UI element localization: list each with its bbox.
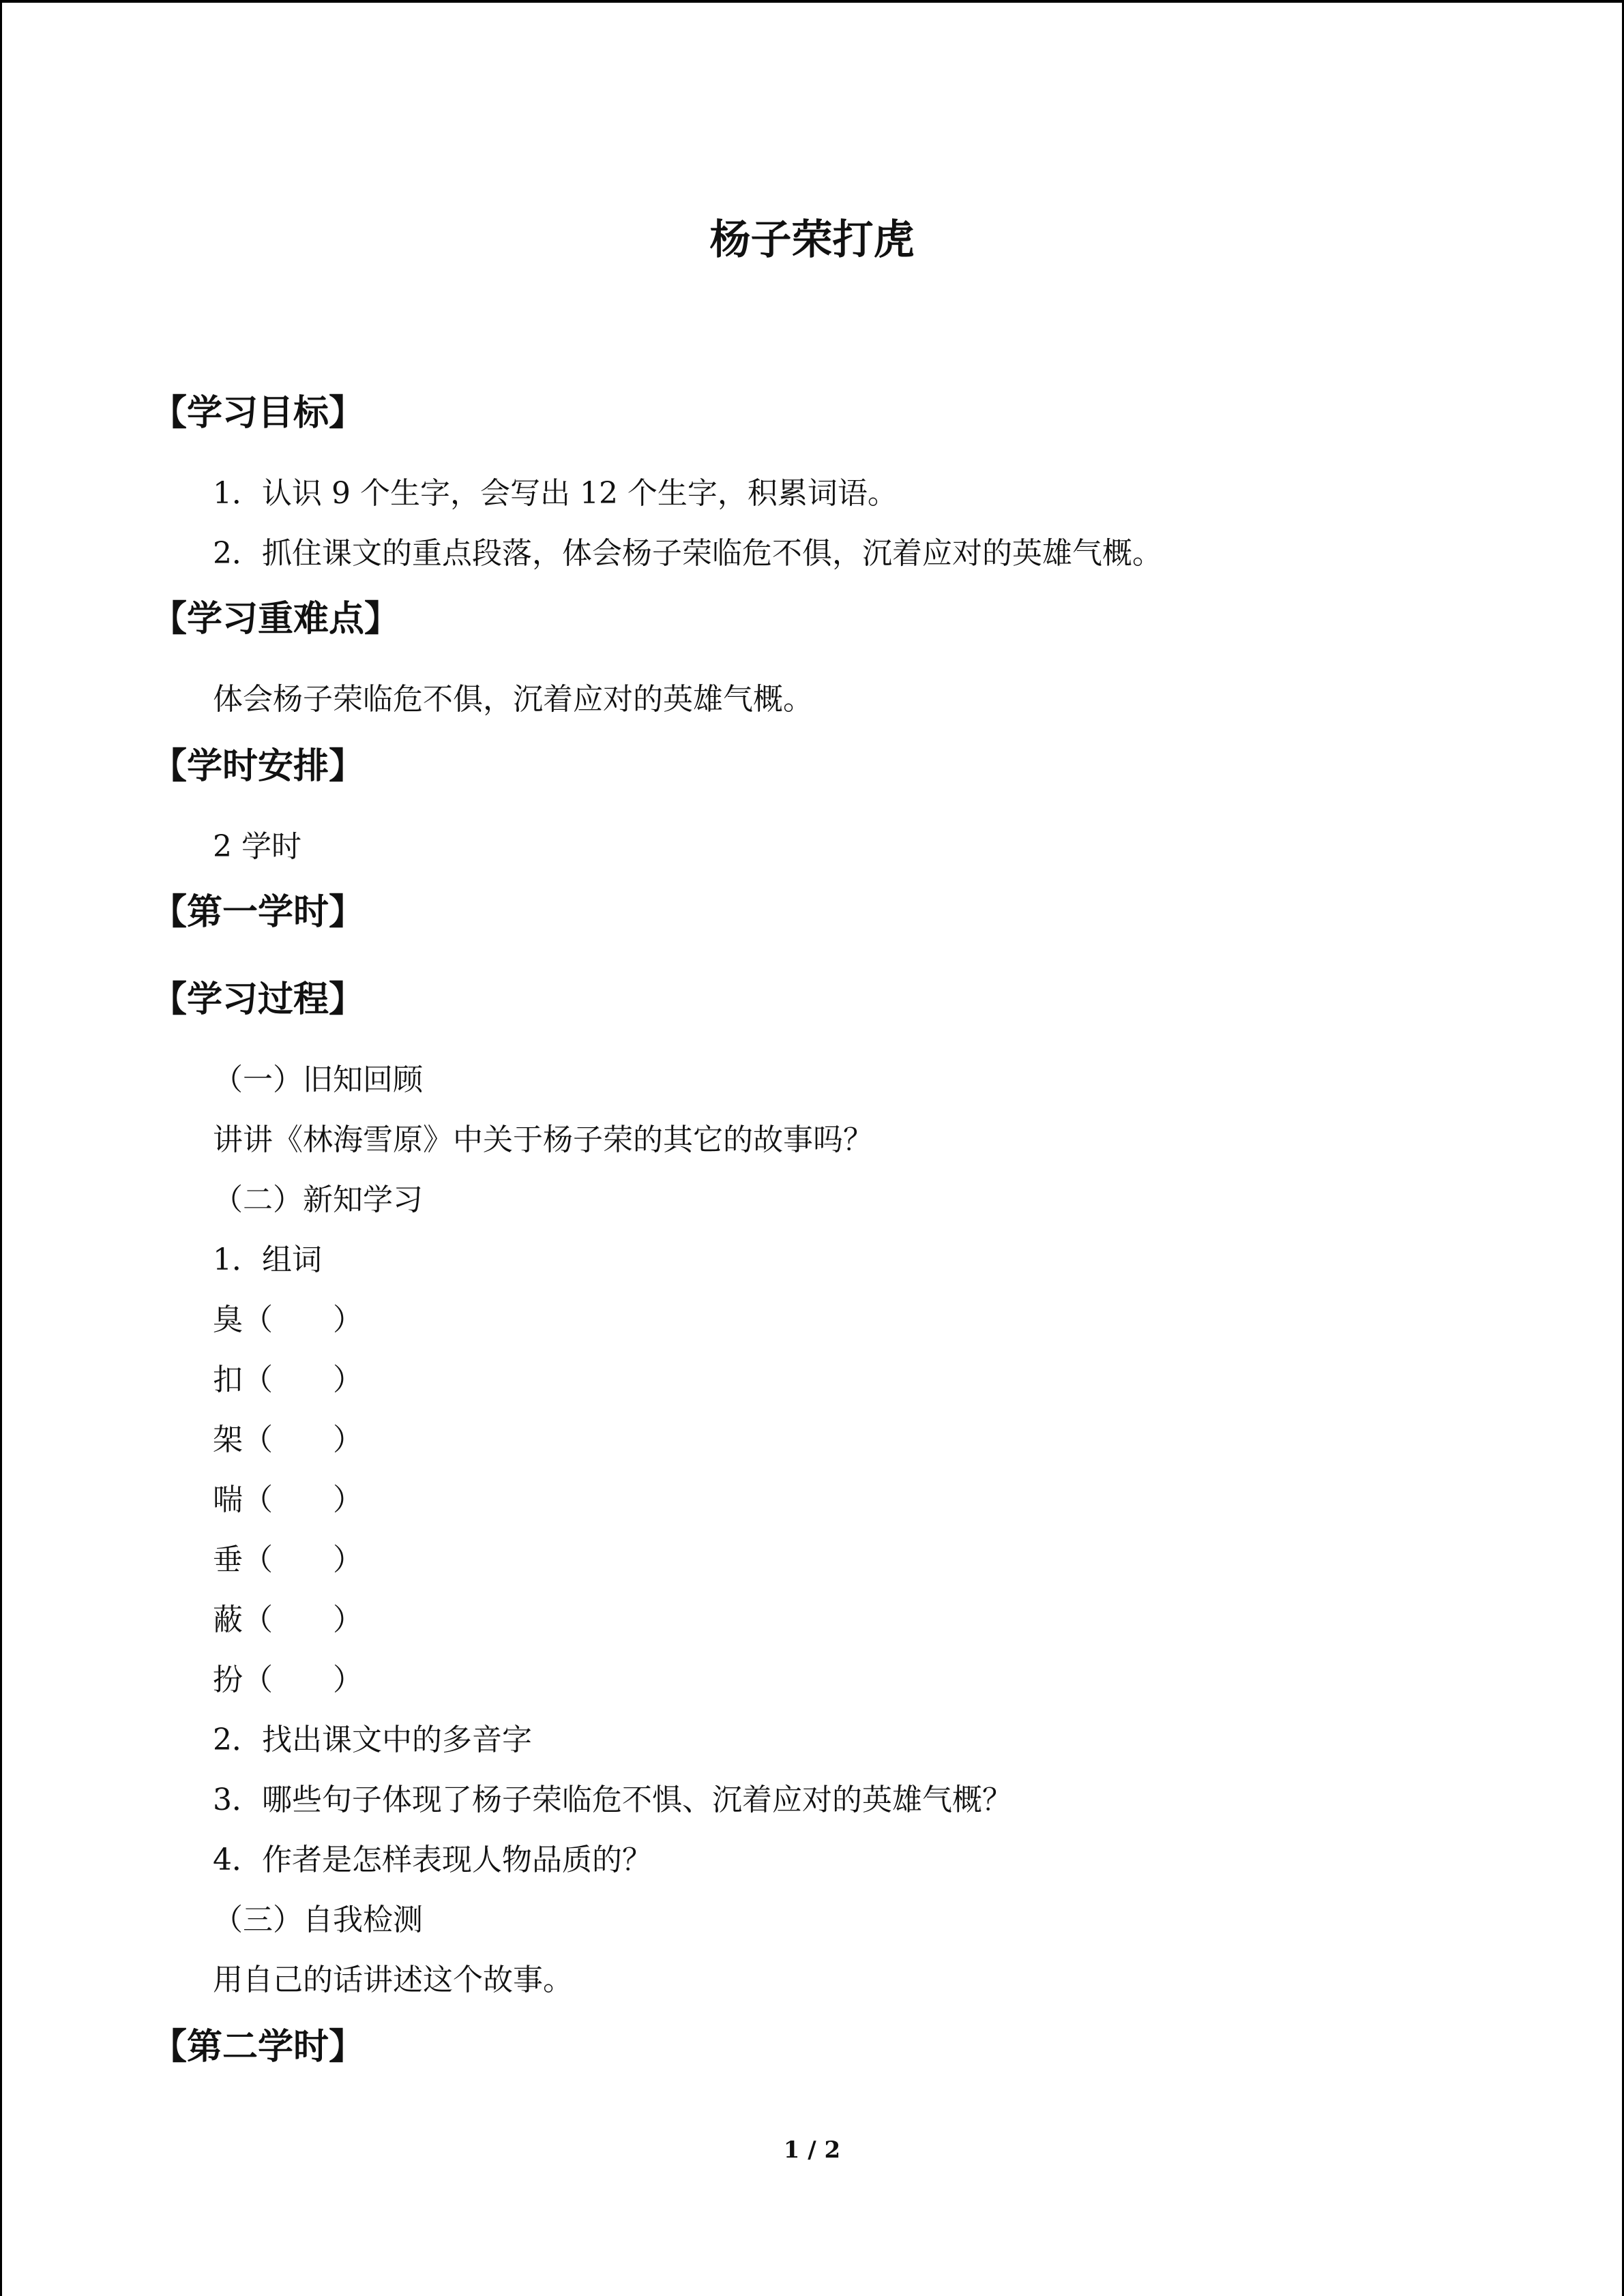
key-points-text: 体会杨子荣临危不俱，沉着应对的英雄气概。 <box>213 682 813 717</box>
section-heading-second-period: 【第二学时】 <box>151 2027 365 2068</box>
process-line: （二）新知学习 <box>213 1182 423 1217</box>
section-heading-first-period: 【第一学时】 <box>151 892 365 933</box>
section-heading-key-points: 【学习重难点】 <box>151 599 400 640</box>
process-line: 讲讲《林海雪原》中关于杨子荣的其它的故事吗？ <box>213 1122 873 1157</box>
page-number: 1 / 2 <box>783 2136 841 2164</box>
goal-item-2: 2．抓住课文的重点段落，体会杨子荣临危不俱，沉着应对的英雄气概。 <box>213 536 1162 571</box>
process-line: 3．哪些句子体现了杨子荣临危不惧、沉着应对的英雄气概？ <box>213 1783 1012 1817</box>
process-line: 4．作者是怎样表现人物品质的？ <box>213 1843 652 1877</box>
document-title: 杨子荣打虎 <box>709 216 915 264</box>
word-group-item: 架（ ） <box>213 1422 363 1457</box>
process-line: （一）旧知回顾 <box>213 1062 423 1097</box>
process-line: （三）自我检测 <box>213 1903 423 1937</box>
word-group-item: 喘（ ） <box>213 1482 363 1517</box>
process-line: 用自己的话讲述这个故事。 <box>213 1963 573 1997</box>
word-group-item: 臭（ ） <box>213 1302 363 1337</box>
section-heading-schedule: 【学时安排】 <box>151 746 365 787</box>
schedule-text: 2 学时 <box>213 829 301 864</box>
word-group-item: 蔽（ ） <box>213 1602 363 1637</box>
word-group-item: 垂（ ） <box>213 1542 363 1577</box>
process-line: 1．组词 <box>213 1242 322 1277</box>
word-group-item: 扣（ ） <box>213 1362 363 1397</box>
word-group-item: 扮（ ） <box>213 1663 363 1697</box>
section-heading-process: 【学习过程】 <box>151 979 365 1020</box>
section-heading-goals: 【学习目标】 <box>151 393 365 434</box>
goal-item-1: 1．认识 9 个生字，会写出 12 个生字，积累词语。 <box>213 476 898 511</box>
process-line: 2．找出课文中的多音字 <box>213 1723 532 1757</box>
